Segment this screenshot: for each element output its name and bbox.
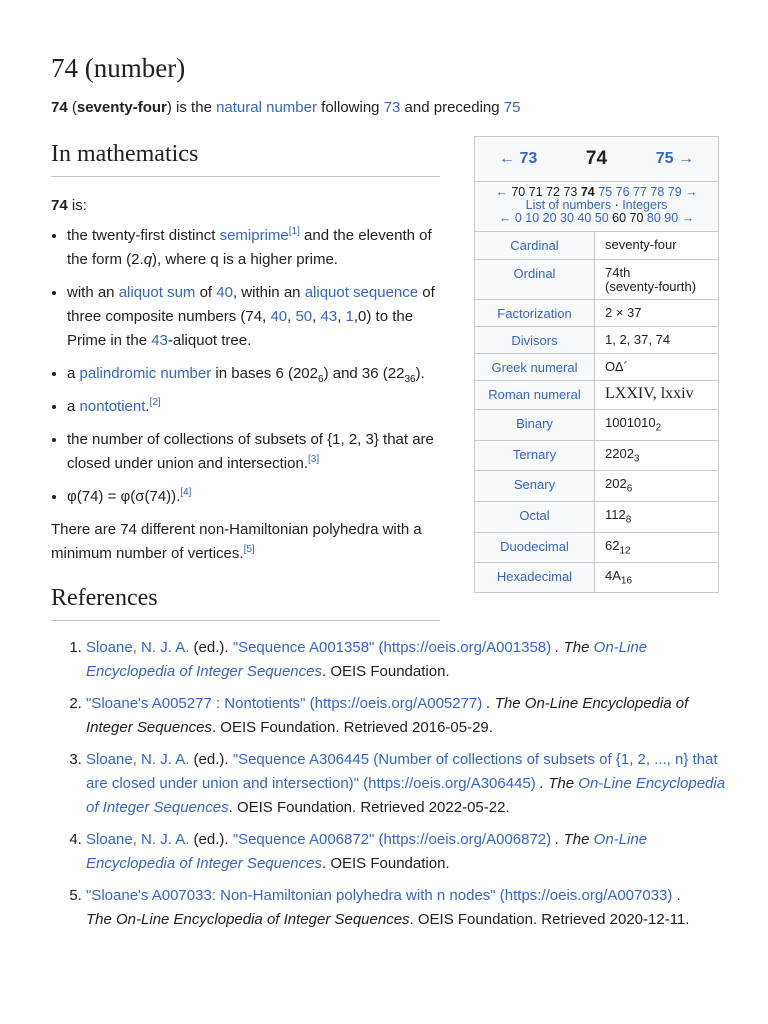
roman-numeral-link[interactable]: Roman numeral — [475, 381, 595, 409]
list-nav: List of numbers · Integers — [525, 198, 668, 212]
ref-4-link[interactable]: [4] — [180, 487, 192, 498]
units-nav: ← 70 71 72 73 74 75 76 77 78 79 → — [495, 185, 698, 199]
tens-next-link[interactable]: → — [678, 211, 695, 225]
integers-link[interactable]: Integers — [622, 198, 668, 212]
reference-item: 5. "Sloane's A007033: Non-Hamiltonian polyhedra with n nodes" (https://oeis.org/A007033) . The On-Line Encyclopedia of Integer Sequences. OEIS Foundation. Retrieved 2020-12-11. — [86, 884, 731, 932]
infobox-nav — [475, 137, 718, 182]
ref3-oeis-link[interactable]: "Sequence A306445 (Number of collections of subsets of {1, 2, ..., n} that are closed under union and intersection)" (https://oeis.org/A306445) — [86, 751, 718, 792]
units-next-link[interactable]: → — [681, 185, 698, 199]
reference-item: 2. "Sloane's A005277 : Nontotients" (https://oeis.org/A005277) . The On-Line Encyclopedia of Integer Sequences. OEIS Foundation. Retrieved 2016-05-29. — [86, 692, 731, 740]
cardinal-link[interactable]: Cardinal — [475, 232, 595, 259]
row-octal: Octal $112_8$ — [475, 502, 718, 533]
row-roman-numeral: Roman numeral LXXIV, lxxiv — [475, 381, 718, 410]
seq-link-50[interactable]: 50 — [295, 308, 313, 325]
factorization-link[interactable]: Factorization — [475, 300, 595, 326]
tens-prev-link[interactable]: ← — [498, 211, 515, 225]
list-item: • the twenty-first distinct semiprime[1] and the eleventh of the form (2.q), where q is a higher prime. — [67, 224, 441, 272]
units-next-numbers[interactable]: 75 76 77 78 79 — [594, 185, 682, 199]
aliquot-sum-link[interactable]: aliquot sum — [118, 284, 196, 301]
number-infobox — [474, 136, 719, 593]
units-prev-link[interactable]: ← — [495, 185, 512, 199]
prev-number-link[interactable]: ← 73 — [499, 150, 538, 167]
references-heading: References — [51, 585, 158, 611]
tens-nav: ← 0 10 20 30 40 50 60 70 80 90 → — [498, 211, 695, 225]
next-number-link[interactable]: 75 → — [655, 150, 694, 167]
seq-link-40[interactable]: 40 — [270, 308, 288, 325]
row-cardinal: Cardinal seventy-four — [475, 232, 718, 260]
row-senary: Senary $202_6$ — [475, 471, 718, 502]
tree-link-43[interactable]: 43 — [151, 332, 168, 349]
mathematics-content — [51, 194, 441, 566]
hexadecimal-link[interactable]: Hexadecimal — [475, 563, 595, 592]
row-duodecimal: Duodecimal $62_{12}$ — [475, 533, 718, 563]
link-73[interactable]: 73 — [383, 99, 401, 116]
octal-link[interactable]: Octal — [475, 502, 595, 532]
list-item: • with an aliquot sum of 40, within an aliquot sequence of three composite numbers (74, 40, 50, 43, 1,0) to the Prime in the 43-aliquot tree. — [67, 281, 441, 353]
aliquot-sequence-link[interactable]: aliquot sequence — [304, 284, 419, 301]
senary-link[interactable]: Senary — [475, 471, 595, 501]
semiprime-link[interactable]: semiprime — [219, 227, 289, 244]
list-item: • the number of collections of subsets of {1, 2, 3} that are closed under union and intersection.[3] — [67, 428, 441, 476]
ref1-encyclopedia-link[interactable]: On-Line Encyclopedia of Integer Sequences — [86, 639, 648, 680]
lead-number: 74 — [51, 99, 68, 116]
current-number: 74 — [585, 148, 608, 169]
row-ternary: Ternary $2202_3$ — [475, 441, 718, 471]
palindromic-number-link[interactable]: palindromic number — [79, 365, 212, 382]
references-section-heading — [51, 582, 440, 621]
number-range-nav — [475, 182, 718, 232]
reference-item: 3. Sloane, N. J. A. (ed.). "Sequence A306445 (Number of collections of subsets of {1, 2, ..., n} that are closed under union and intersection)" (https://oeis.org/A306445) . The On-Line Encyclopedia of Integer Sequences. OEIS Foundation. Retrieved 2022-05-22. — [86, 748, 731, 820]
list-of-numbers-link[interactable]: List of numbers — [525, 198, 612, 212]
ternary-link[interactable]: Ternary — [475, 441, 595, 470]
row-hexadecimal: Hexadecimal $4A_{16}$ — [475, 563, 718, 592]
ref-5-link[interactable]: [5] — [243, 544, 255, 555]
binary-link[interactable]: Binary — [475, 410, 595, 440]
row-ordinal: Ordinal 74th (seventy-fourth) — [475, 260, 718, 300]
row-binary: Binary $1001010_2$ — [475, 410, 718, 441]
row-greek-numeral: Greek numeral ΟΔ´ — [475, 354, 718, 381]
ref-3-link[interactable]: [3] — [308, 454, 320, 465]
ref4-encyclopedia-link[interactable]: On-Line Encyclopedia of Integer Sequences — [86, 831, 648, 872]
seq-link-1[interactable]: 1 — [345, 308, 354, 325]
lead-paragraph: 74 (seventy-four) is the natural number following 73 and preceding 75 — [51, 99, 521, 116]
list-item: • φ(74) = φ(σ(74)).[4] — [67, 485, 441, 509]
row-divisors: Divisors 1, 2, 37, 74 — [475, 327, 718, 354]
tens-next-numbers[interactable]: 80 90 — [646, 211, 679, 225]
duodecimal-link[interactable]: Duodecimal — [475, 533, 595, 562]
ref3-author-link[interactable]: Sloane, N. J. A. — [86, 751, 190, 768]
nontotient-link[interactable]: nontotient — [79, 398, 146, 415]
row-factorization: Factorization 2 × 37 — [475, 300, 718, 327]
ref4-author-link[interactable]: Sloane, N. J. A. — [86, 831, 190, 848]
page-title: 74 (number) — [51, 53, 186, 83]
list-item: • a palindromic number in bases 6 $(202_6)$ and 36 $(22_{36})$. — [67, 362, 441, 386]
ref5-oeis-link[interactable]: "Sloane's A007033: Non-Hamiltonian polyhedra with n nodes" (https://oeis.org/A007033) — [86, 887, 673, 904]
ref2-oeis-link[interactable]: "Sloane's A005277 : Nontotients" (https://oeis.org/A005277) — [86, 695, 483, 712]
link-40[interactable]: 40 — [216, 284, 233, 301]
natural-number-link[interactable]: natural number — [216, 99, 317, 116]
tens-prev-numbers[interactable]: 0 10 20 30 40 50 — [514, 211, 609, 225]
polyhedra-paragraph: There are 74 different non-Hamiltonian polyhedra with a minimum number of vertices.[5] — [51, 521, 422, 562]
greek-numeral-link[interactable]: Greek numeral — [475, 354, 595, 380]
seq-link-43[interactable]: 43 — [320, 308, 338, 325]
link-75[interactable]: 75 — [503, 99, 521, 116]
list-item: • a nontotient.[2] — [67, 395, 441, 419]
math-facts-list — [51, 224, 441, 509]
ref4-oeis-link[interactable]: "Sequence A006872" (https://oeis.org/A006872) — [232, 831, 552, 848]
ref1-author-link[interactable]: Sloane, N. J. A. — [86, 639, 190, 656]
math-intro: 74 is: — [51, 197, 87, 214]
ref1-oeis-link[interactable]: "Sequence A001358" (https://oeis.org/A001358) — [232, 639, 552, 656]
ref3-encyclopedia-link[interactable]: On-Line Encyclopedia of Integer Sequences — [86, 775, 726, 816]
references-list — [51, 636, 731, 940]
divisors-link[interactable]: Divisors — [475, 327, 595, 353]
mathematics-section-heading — [51, 138, 440, 177]
mathematics-heading: In mathematics — [51, 141, 199, 167]
ref-1-link[interactable]: [1] — [288, 226, 300, 237]
reference-item: 4. Sloane, N. J. A. (ed.). "Sequence A006872" (https://oeis.org/A006872) . The On-Line Encyclopedia of Integer Sequences. OEIS Foundation. — [86, 828, 731, 876]
lead-words: seventy-four — [76, 99, 167, 116]
ref-2-link[interactable]: [2] — [149, 397, 161, 408]
reference-item: 1. Sloane, N. J. A. (ed.). "Sequence A001358" (https://oeis.org/A001358) . The On-Line Encyclopedia of Integer Sequences. OEIS Foundation. — [86, 636, 731, 684]
ordinal-link[interactable]: Ordinal — [475, 260, 595, 299]
